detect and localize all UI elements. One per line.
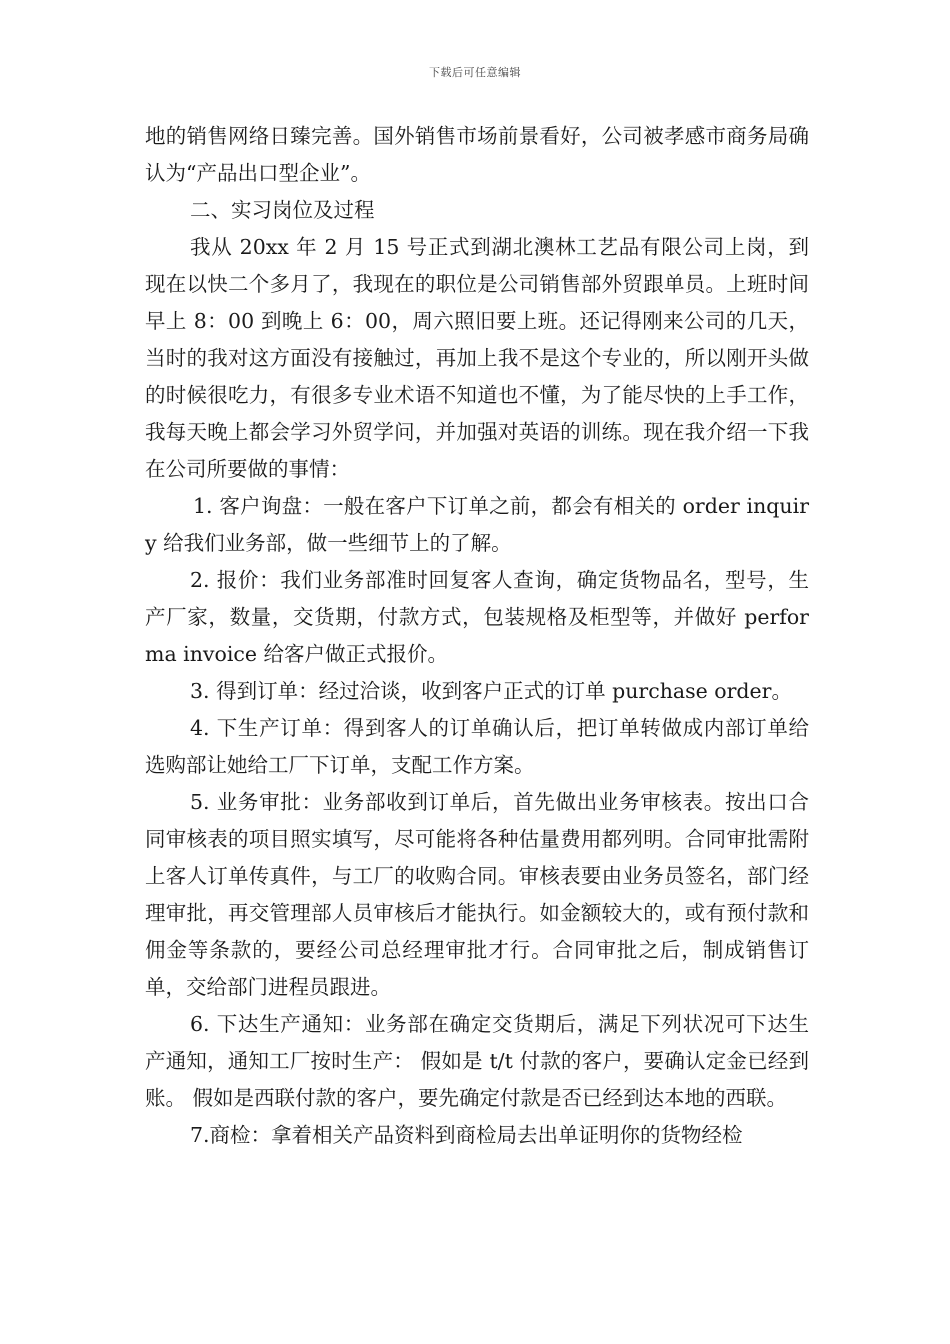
document-body (145, 118, 809, 1154)
list-item-4: 4. 下生产订单：得到客人的订单确认后，把订单转做成内部订单给选购部让她给工厂下订单，支配工作方案。 (145, 716, 809, 777)
paragraph-intro-continuation: 地的销售网络日臻完善。国外销售市场前景看好，公司被孝感市商务局确认为“产品出口型企业”。 (145, 124, 809, 185)
list-item-6: 6. 下达生产通知：业务部在确定交货期后，满足下列状况可下达生产通知，通知工厂按时生产： 假如是 t/t 付款的客户，要确认定金已经到账。 假如是西联付款的客户，要先确定付款是否已经到达本地的西联。 (145, 1012, 809, 1110)
list-item-3: 3. 得到订单：经过洽谈，收到客户正式的订单 purchase order。 (190, 679, 792, 703)
list-item-2: 2. 报价：我们业务部准时回复客人查询，确定货物品名，型号，生产厂家，数量，交货期，付款方式，包装规格及柜型等，并做好 performa invoice 给客户做正式报价。 (145, 568, 809, 666)
list-item-5: 5. 业务审批：业务部收到订单后，首先做出业务审核表。按出口合同审核表的项目照实填写，尽可能将各种估量费用都列明。合同审批需附上客人订单传真件，与工厂的收购合同。审核表要由业务员签名，部门经理审批，再交管理部人员审核后才能执行。如金额较大的，或有预付款和佣金等条款的，要经公司总经理审批才行。合同审批之后，制成销售订单，交给部门进程员跟进。 (145, 790, 809, 999)
paragraph-internship-intro: 我从 20xx 年 2 月 15 号正式到湖北澳林工艺品有限公司上岗，到现在以快二个多月了，我现在的职位是公司销售部外贸跟单员。上班时间早上 8：00 到晚上 6：00，周六照旧要上班。还记得刚来公司的几天，当时的我对这方面没有接触过，再加上我不是这个专业的，所以刚开头做的时候很吃力，有很多专业术语不知道也不懂，为了能尽快的上手工作，我每天晚上都会学习外贸学问，并加强对英语的训练。现在我介绍一下我在公司所要做的事情： (145, 235, 809, 481)
list-item-1: 1. 客户询盘：一般在客户下订单之前，都会有相关的 order inquiry 给我们业务部，做一些细节上的了解。 (145, 494, 809, 555)
page-header: 下载后可任意编辑 (429, 66, 521, 79)
list-item-7: 7.商检：拿着相关产品资料到商检局去出单证明你的货物经检 (190, 1123, 743, 1147)
section-heading: 二、实习岗位及过程 (190, 198, 375, 222)
